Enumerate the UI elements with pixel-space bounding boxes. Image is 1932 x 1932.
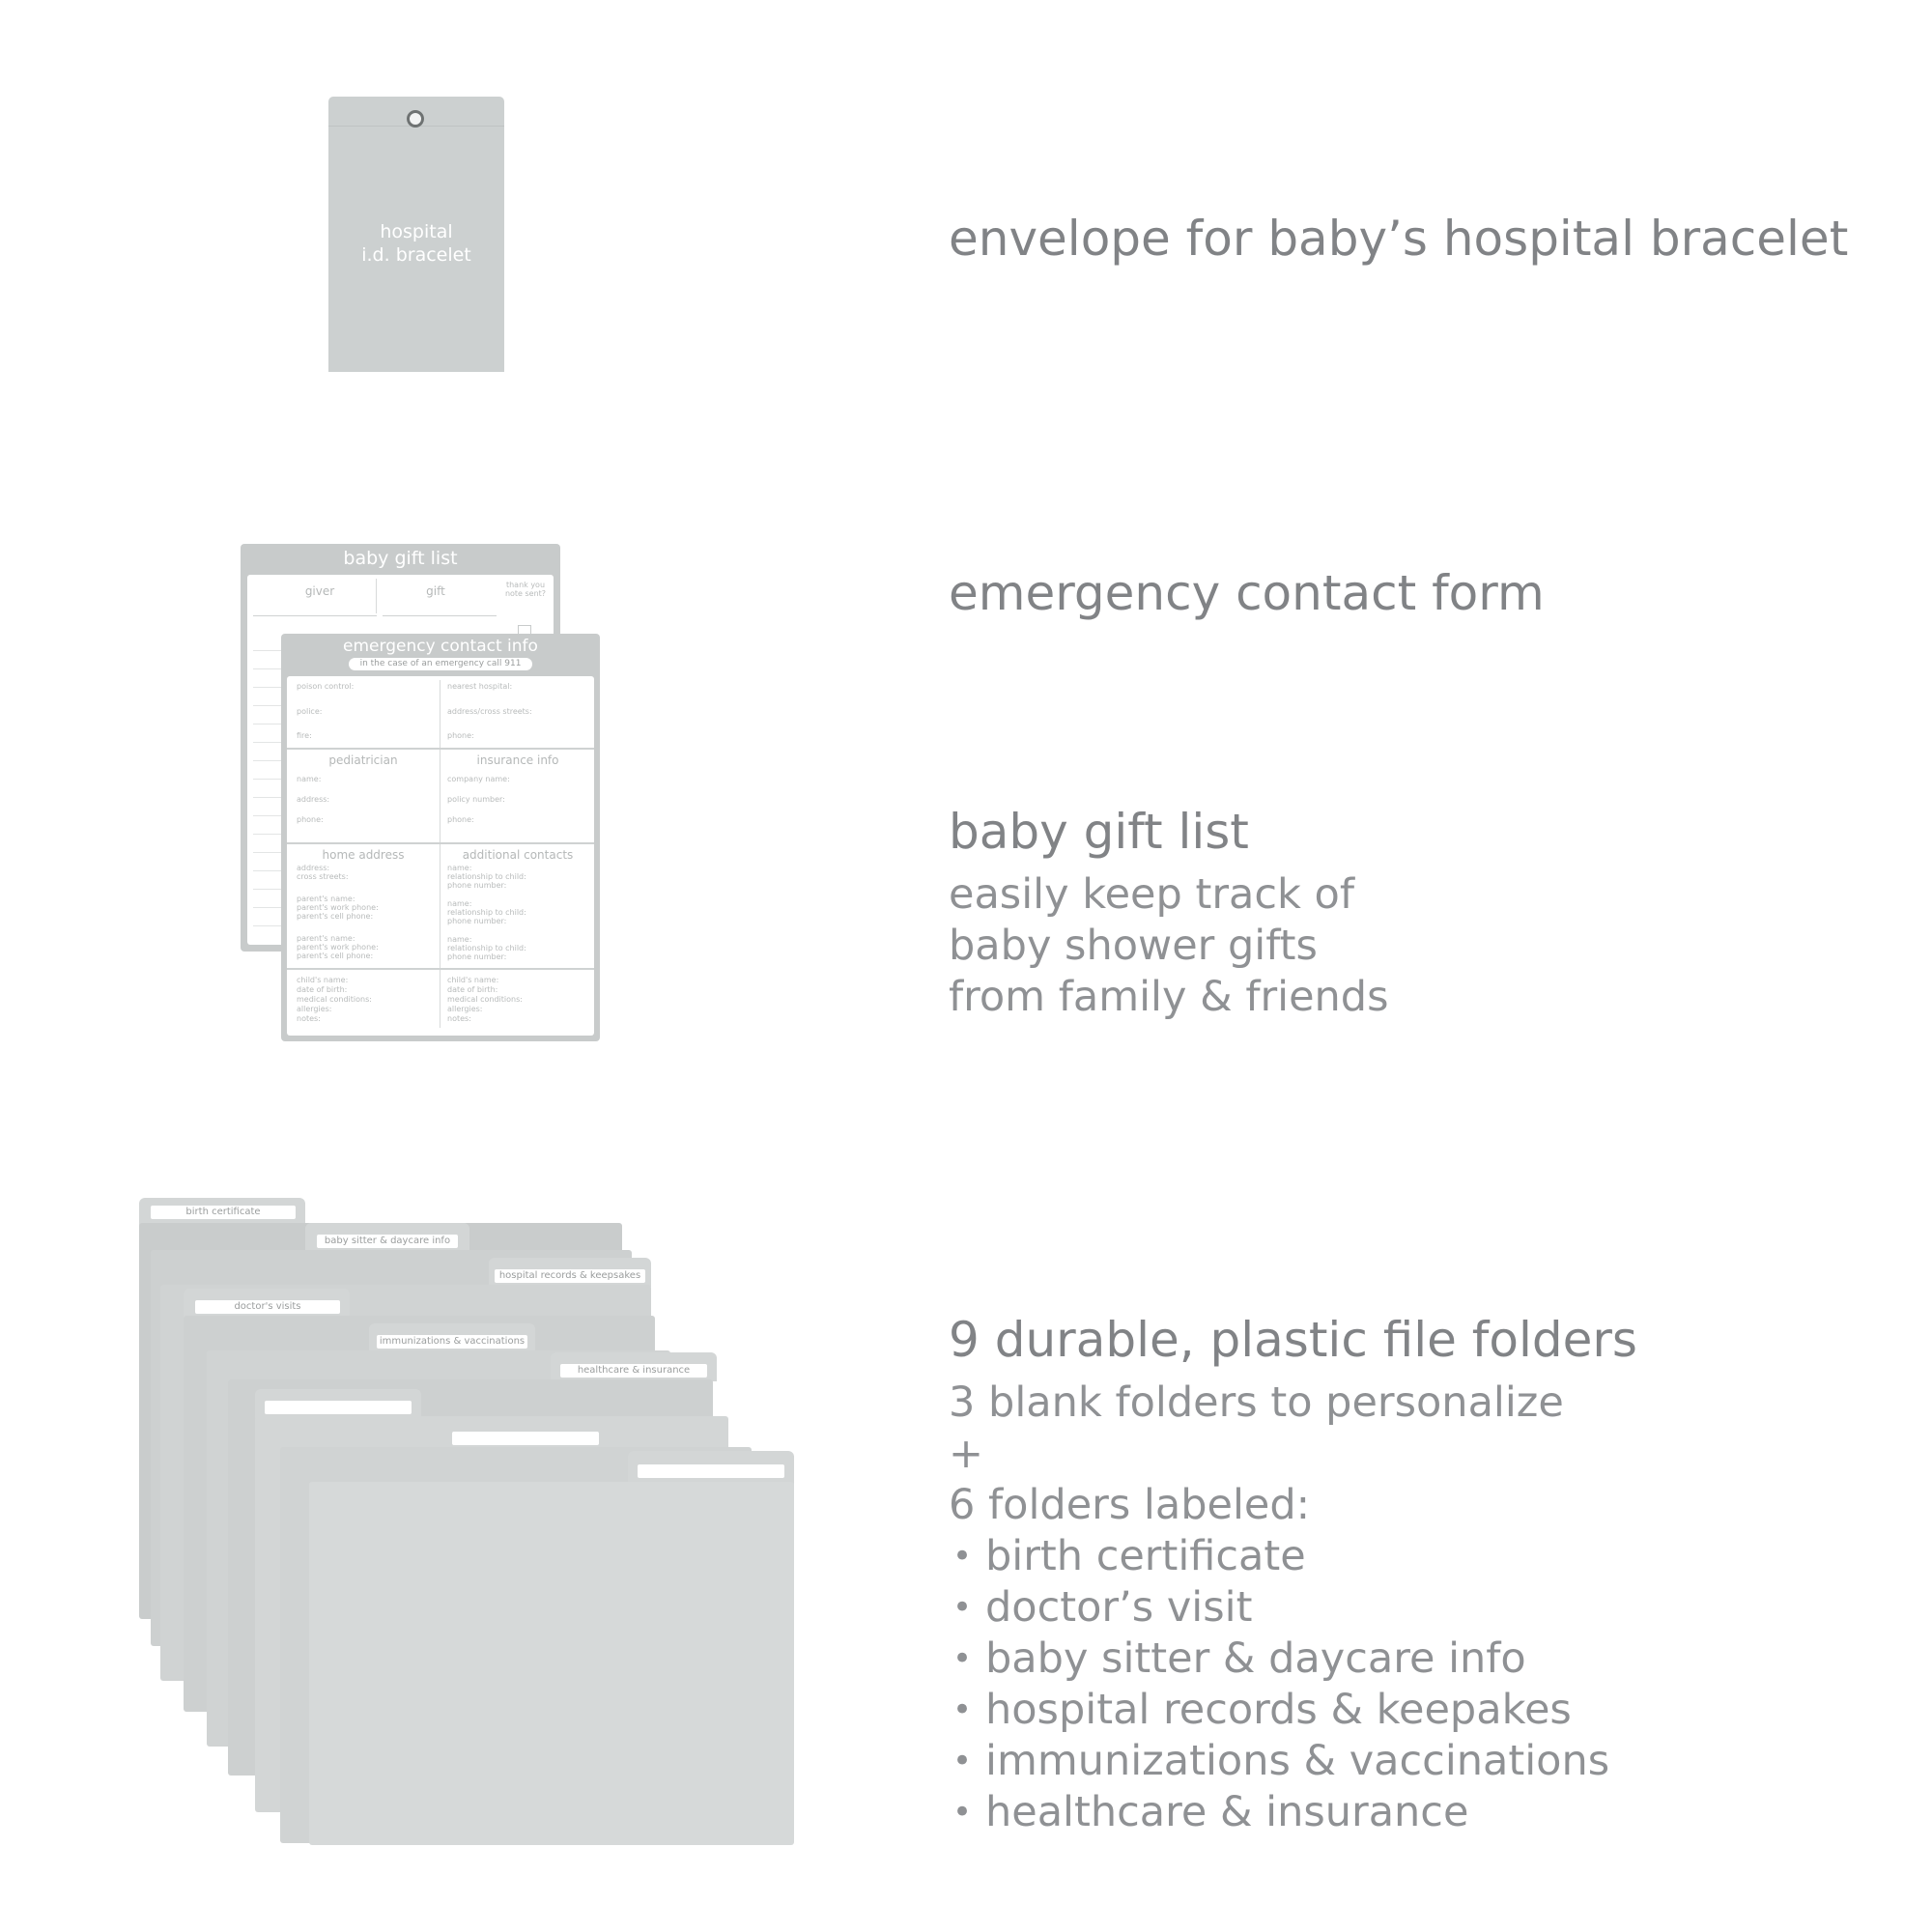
envelope-button-icon	[407, 110, 424, 128]
child-info-left	[297, 976, 372, 1024]
folder-tab-label: hospital records & keepsakes	[495, 1269, 645, 1283]
spacer	[297, 921, 379, 934]
additional-contacts-heading: additional contacts	[462, 848, 574, 862]
field-label: fire:	[297, 731, 312, 740]
field-label: parent's name:	[297, 895, 355, 903]
field-label: child's name:	[297, 976, 349, 984]
spacer	[447, 925, 526, 935]
home-address-heading: home address	[322, 848, 405, 862]
bracelet-envelope-illustration	[328, 97, 504, 372]
spacer	[447, 890, 526, 899]
list-item: • immunizations & vaccinations	[949, 1736, 1609, 1787]
envelope-label: hospital i.d. bracelet	[361, 221, 471, 266]
emergency-contact-card	[281, 634, 600, 1041]
divider	[376, 579, 377, 613]
field-label: phone:	[447, 731, 474, 740]
gift-line: from family & friends	[949, 973, 1389, 1021]
divider	[287, 968, 594, 970]
field-label: policy number:	[447, 795, 505, 804]
field-label: notes:	[447, 1014, 471, 1023]
folders-line: 6 folders labeled:	[949, 1481, 1311, 1529]
additional-contacts-fields	[447, 864, 526, 961]
folders-line: 3 blank folders to personalize	[949, 1378, 1564, 1427]
file-folders-illustration	[135, 1198, 802, 1855]
field-label: poison control:	[297, 682, 355, 691]
field-label: medical conditions:	[297, 995, 372, 1004]
field-label: phone number:	[447, 917, 507, 925]
field-label: relationship to child:	[447, 872, 526, 881]
gift-list-col-giver: giver	[304, 584, 335, 598]
folder-tab-label: immunizations & vaccinations	[377, 1335, 527, 1349]
field-label: date of birth:	[447, 985, 498, 994]
field-label: police:	[297, 707, 323, 716]
field-label: medical conditions:	[447, 995, 523, 1004]
gift-list-col-gift: gift	[426, 584, 445, 598]
field-label: phone number:	[447, 881, 507, 890]
emergency-form-heading: emergency contact form	[949, 565, 1545, 621]
list-item: • hospital records & keepakes	[949, 1685, 1609, 1736]
divider	[383, 615, 497, 616]
folders-description	[949, 1378, 1609, 1838]
envelope-caption: envelope for baby’s hospital bracelet	[949, 211, 1849, 267]
folder-tab-label: healthcare & insurance	[560, 1364, 707, 1378]
field-label: phone number:	[447, 952, 507, 961]
home-address-fields	[297, 864, 379, 960]
folders-plus: +	[949, 1430, 984, 1478]
field-label: child's name:	[447, 976, 499, 984]
insurance-heading: insurance info	[476, 753, 559, 767]
folder-tab-blank-label	[638, 1464, 784, 1478]
field-label: nearest hospital:	[447, 682, 513, 691]
folder-tab-blank-label	[265, 1401, 412, 1414]
folders-heading: 9 durable, plastic file folders	[949, 1312, 1637, 1368]
divider	[287, 748, 594, 750]
folders-bullet-list	[949, 1531, 1609, 1838]
field-label: parent's cell phone:	[297, 912, 374, 921]
divider	[253, 615, 377, 616]
gift-list-title: baby gift list	[343, 548, 458, 569]
gift-list-col-thank-you: thank you note sent?	[504, 581, 547, 598]
field-label: parent's cell phone:	[297, 952, 374, 960]
field-label: relationship to child:	[447, 908, 526, 917]
gift-line: easily keep track of	[949, 870, 1355, 919]
gift-list-heading: baby gift list	[949, 804, 1249, 860]
spacer	[297, 881, 379, 895]
field-label: name:	[447, 864, 472, 872]
field-label: name:	[447, 935, 472, 944]
pediatrician-heading: pediatrician	[328, 753, 398, 767]
folder-tab-label: doctor's visits	[195, 1300, 340, 1314]
field-label: parent's name:	[297, 934, 355, 943]
emergency-card-body	[287, 676, 594, 1036]
field-label: address:	[297, 864, 330, 872]
folder-tab-blank-label	[452, 1432, 599, 1445]
emergency-card-title: emergency contact info	[343, 637, 538, 656]
field-label: allergies:	[297, 1005, 332, 1013]
child-info-right	[447, 976, 523, 1024]
field-label: name:	[297, 775, 322, 783]
field-label: name:	[447, 899, 472, 908]
gift-list-description	[949, 869, 1389, 1023]
field-label: cross streets:	[297, 872, 349, 881]
list-item: • healthcare & insurance	[949, 1787, 1609, 1838]
list-item: • baby sitter & daycare info	[949, 1634, 1609, 1685]
field-label: phone:	[447, 815, 474, 824]
emergency-card-subtitle: in the case of an emergency call 911	[349, 658, 532, 670]
field-label: parent's work phone:	[297, 943, 379, 952]
field-label: allergies:	[447, 1005, 483, 1013]
list-item: • doctor’s visit	[949, 1582, 1609, 1634]
field-label: notes:	[297, 1014, 321, 1023]
field-label: date of birth:	[297, 985, 348, 994]
gift-line: baby shower gifts	[949, 922, 1318, 970]
field-label: company name:	[447, 775, 510, 783]
folder-tab-label: birth certificate	[151, 1206, 296, 1219]
folder-front	[309, 1482, 794, 1845]
field-label: relationship to child:	[447, 944, 526, 952]
divider	[287, 842, 594, 844]
folder-tab-label: baby sitter & daycare info	[317, 1235, 458, 1248]
field-label: phone:	[297, 815, 324, 824]
field-label: parent's work phone:	[297, 903, 379, 912]
field-label: address:	[297, 795, 330, 804]
list-item: • birth certificate	[949, 1531, 1609, 1582]
field-label: address/cross streets:	[447, 707, 532, 716]
